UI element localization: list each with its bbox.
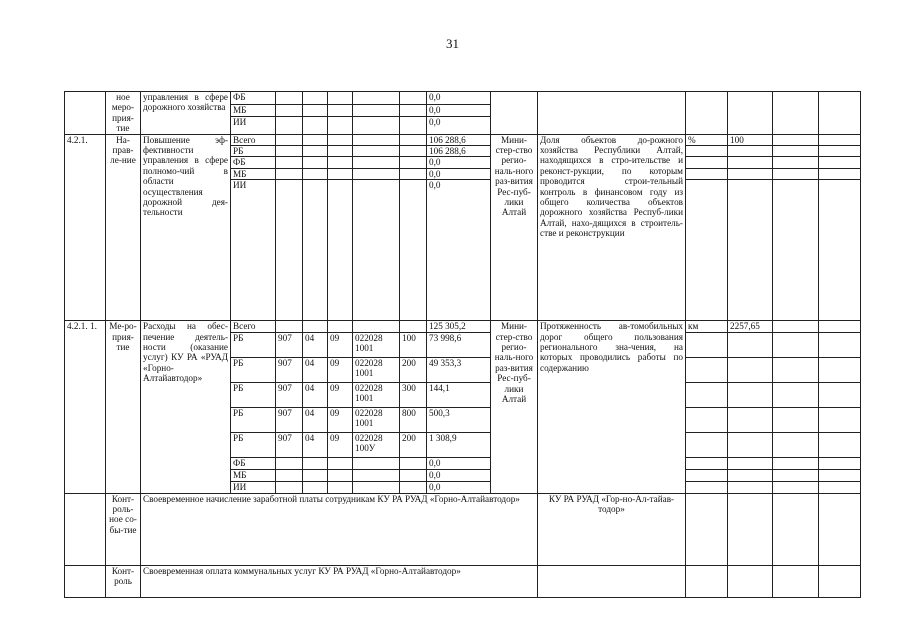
pr-cell: 09 [328, 432, 353, 457]
fund-source-cell: РБ [231, 332, 276, 357]
amount-cell: 0,0 [427, 168, 491, 179]
csr-cell: 022028 1001 [353, 332, 400, 357]
indicator-cell: Протяженность ав-томобильных дорог общего пользования регионального зна-чения, на которых проводились работы по содержанию [538, 321, 686, 493]
amount-cell: 0,0 [427, 481, 491, 493]
grbs-cell: 907 [276, 432, 303, 457]
amount-cell: 0,0 [427, 157, 491, 168]
vr-cell: 800 [400, 407, 427, 432]
indicator-value-cell: 100 [728, 134, 773, 145]
grbs-cell: 907 [276, 382, 303, 407]
grbs-cell: 907 [276, 332, 303, 357]
fund-source-cell: РБ [231, 407, 276, 432]
fund-source-cell: МБ [231, 104, 276, 117]
rz-cell: 04 [303, 382, 328, 407]
row-type-cell: На-прав-ле-ние [106, 134, 141, 321]
amount-cell: 49 353,3 [427, 357, 491, 382]
unit-cell: км [686, 321, 728, 332]
amount-cell: 73 998,6 [427, 332, 491, 357]
indicator-value-cell: 2257,65 [728, 321, 773, 332]
amount-cell: 0,0 [427, 469, 491, 481]
grbs-cell: 907 [276, 407, 303, 432]
fund-source-cell: Всего [231, 321, 276, 332]
amount-cell: 0,0 [427, 92, 491, 105]
vr-cell: 200 [400, 432, 427, 457]
row-type-cell: Конт-роль-ное со-бы-тие [106, 493, 141, 565]
fund-source-cell: МБ [231, 168, 276, 179]
amount-cell: 0,0 [427, 117, 491, 135]
row-type-cell: ное меро-прия-тие [106, 92, 141, 135]
amount-cell: 106 288,6 [427, 146, 491, 157]
pr-cell: 09 [328, 357, 353, 382]
fund-source-cell: РБ [231, 382, 276, 407]
amount-cell: 0,0 [427, 104, 491, 117]
vr-cell: 200 [400, 357, 427, 382]
unit-cell: % [686, 134, 728, 145]
row-description-cell: Повышение эф-фективности управления в сфере полномо-чий в области осуществления дорожной дея-тельности [141, 134, 231, 321]
indicator-cell: Доля объектов до-рожного хозяйства Республики Алтай, находящихся в стро-ительстве и реконст-рукции, по которым проводится строи-тельный контроль в финансовом году из общего количества объектов дорожного хозяйства Респуб-лики Алтай, нахо-дящихся в строитель-стве и реконструкции [538, 134, 686, 321]
csr-cell: 022028 1001 [353, 357, 400, 382]
row-number-cell [65, 92, 106, 135]
amount-cell: 1 308,9 [427, 432, 491, 457]
row-type-cell: Ме-ро-прия-тие [106, 321, 141, 493]
program-table [64, 91, 861, 598]
fund-source-cell: ФБ [231, 92, 276, 105]
control-event-text: Своевременная оплата коммунальных услуг КУ РА РУАД «Горно-Алтайавтодор» [141, 565, 538, 597]
row-number-cell: 4.2.1. [65, 134, 106, 321]
row-description-cell: Расходы на обес-печение деятель-ности (оказание услуг) КУ РА «РУАД «Горно-Алтайавтодор» [141, 321, 231, 493]
amount-cell: 0,0 [427, 457, 491, 469]
csr-cell: 022028 100У [353, 432, 400, 457]
fund-source-cell: ФБ [231, 457, 276, 469]
pr-cell: 09 [328, 332, 353, 357]
row-type-cell: Конт-роль [106, 565, 141, 597]
pr-cell: 09 [328, 407, 353, 432]
vr-cell: 100 [400, 332, 427, 357]
row-number-cell [65, 565, 106, 597]
fund-source-cell: ИИ [231, 180, 276, 321]
control-event-text: Своевременное начисление заработной платы сотрудникам КУ РА РУАД «Горно-Алтайавтодор» [141, 493, 538, 565]
amount-cell: 144,1 [427, 382, 491, 407]
fund-source-cell: РБ [231, 432, 276, 457]
amount-cell: 106 288,6 [427, 134, 491, 145]
fund-source-cell: ИИ [231, 481, 276, 493]
vr-cell: 300 [400, 382, 427, 407]
rz-cell: 04 [303, 332, 328, 357]
fund-source-cell: РБ [231, 357, 276, 382]
pr-cell: 09 [328, 382, 353, 407]
csr-cell: 022028 1001 [353, 382, 400, 407]
fund-source-cell: ИИ [231, 117, 276, 135]
executor-cell: КУ РА РУАД «Гор-но-Ал-тайав-тодор» [538, 493, 686, 565]
rz-cell: 04 [303, 432, 328, 457]
fund-source-cell: ФБ [231, 157, 276, 168]
row-number-cell: 4.2.1. 1. [65, 321, 106, 493]
page-number: 31 [446, 36, 459, 51]
row-description-cell: управления в сфере дорожного хозяйства [141, 92, 231, 135]
row-number-cell [65, 493, 106, 565]
executor-cell: Мини-стер-ство регио-наль-ного раз-вития Рес-пуб-лики Алтай [491, 321, 538, 493]
rz-cell: 04 [303, 357, 328, 382]
rz-cell: 04 [303, 407, 328, 432]
amount-cell: 125 305,2 [427, 321, 491, 332]
amount-cell: 500,3 [427, 407, 491, 432]
executor-cell: Мини-стер-ство регио-наль-ного раз-вития Рес-пуб-лики Алтай [491, 134, 538, 321]
fund-source-cell: МБ [231, 469, 276, 481]
fund-source-cell: Всего [231, 134, 276, 145]
fund-source-cell: РБ [231, 146, 276, 157]
amount-cell: 0,0 [427, 180, 491, 321]
grbs-cell: 907 [276, 357, 303, 382]
csr-cell: 022028 1001 [353, 407, 400, 432]
